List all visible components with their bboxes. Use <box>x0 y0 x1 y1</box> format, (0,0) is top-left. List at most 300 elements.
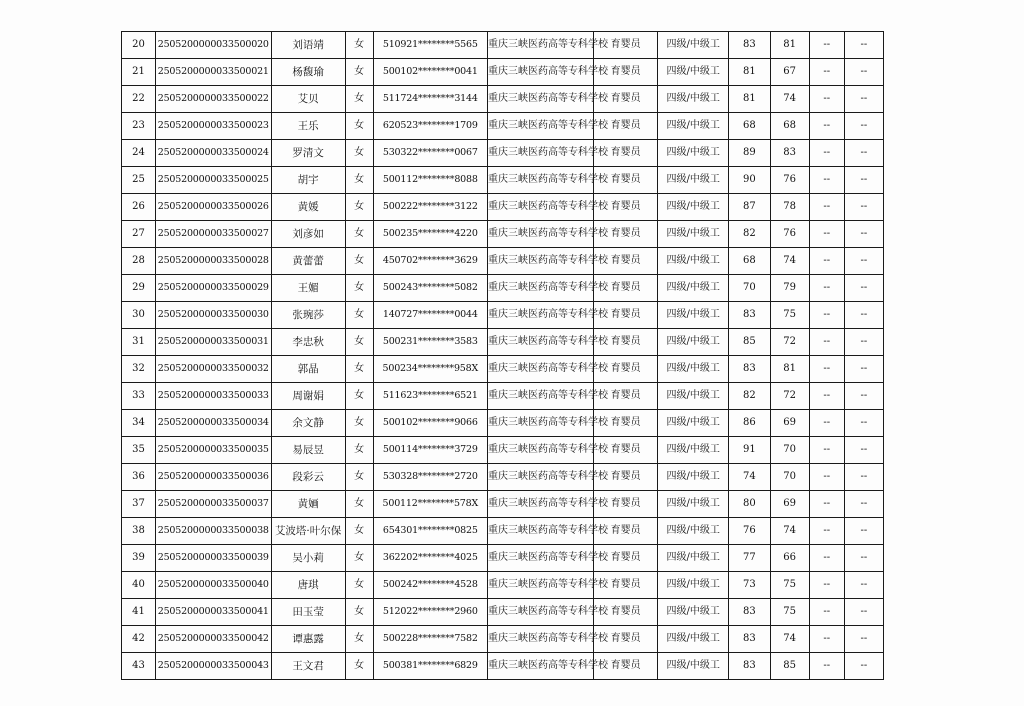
theory-score-cell: 89 <box>729 140 770 167</box>
empty-mark-cell: -- <box>844 464 883 491</box>
id-number-cell: 500235********4220 <box>373 221 487 248</box>
name-cell: 张琬莎 <box>271 302 345 329</box>
school-cell: 重庆三峡医药高等专科学校 <box>488 572 594 599</box>
table-row <box>122 329 884 356</box>
name-cell: 刘语靖 <box>271 32 345 59</box>
exam-number-cell: 2505200000033500030 <box>156 302 271 329</box>
empty-mark-cell: -- <box>809 572 844 599</box>
gender-cell: 女 <box>345 302 373 329</box>
empty-mark-cell: -- <box>809 518 844 545</box>
exam-number-cell: 2505200000033500022 <box>156 86 271 113</box>
theory-score-cell: 86 <box>729 410 770 437</box>
gender-cell: 女 <box>345 653 373 680</box>
row-number-cell: 32 <box>122 356 156 383</box>
practical-score-cell: 70 <box>770 437 809 464</box>
level-cell: 四级/中级工 <box>658 518 729 545</box>
level-cell: 四级/中级工 <box>658 599 729 626</box>
school-cell: 重庆三峡医药高等专科学校 <box>488 626 594 653</box>
row-number-cell: 23 <box>122 113 156 140</box>
school-cell: 重庆三峡医药高等专科学校 <box>488 113 594 140</box>
row-number-cell: 43 <box>122 653 156 680</box>
id-number-cell: 500102********9066 <box>373 410 487 437</box>
occupation-cell: 育婴员 <box>594 572 658 599</box>
gender-cell: 女 <box>345 518 373 545</box>
empty-mark-cell: -- <box>844 248 883 275</box>
id-number-cell: 500102********0041 <box>373 59 487 86</box>
school-cell: 重庆三峡医药高等专科学校 <box>488 275 594 302</box>
id-number-cell: 530328********2720 <box>373 464 487 491</box>
theory-score-cell: 82 <box>729 221 770 248</box>
school-cell: 重庆三峡医药高等专科学校 <box>488 32 594 59</box>
table-row <box>122 464 884 491</box>
school-cell: 重庆三峡医药高等专科学校 <box>488 599 594 626</box>
occupation-cell: 育婴员 <box>594 167 658 194</box>
row-number-cell: 40 <box>122 572 156 599</box>
occupation-cell: 育婴员 <box>594 437 658 464</box>
gender-cell: 女 <box>345 329 373 356</box>
exam-number-cell: 2505200000033500042 <box>156 626 271 653</box>
theory-score-cell: 83 <box>729 599 770 626</box>
name-cell: 杨馥瑜 <box>271 59 345 86</box>
school-cell: 重庆三峡医药高等专科学校 <box>488 491 594 518</box>
table-row <box>122 113 884 140</box>
row-number-cell: 30 <box>122 302 156 329</box>
occupation-cell: 育婴员 <box>594 140 658 167</box>
gender-cell: 女 <box>345 221 373 248</box>
practical-score-cell: 74 <box>770 248 809 275</box>
row-number-cell: 38 <box>122 518 156 545</box>
level-cell: 四级/中级工 <box>658 437 729 464</box>
level-cell: 四级/中级工 <box>658 356 729 383</box>
id-number-cell: 500381********6829 <box>373 653 487 680</box>
exam-number-cell: 2505200000033500043 <box>156 653 271 680</box>
exam-number-cell: 2505200000033500026 <box>156 194 271 221</box>
row-number-cell: 39 <box>122 545 156 572</box>
exam-number-cell: 2505200000033500038 <box>156 518 271 545</box>
table-row <box>122 32 884 59</box>
empty-mark-cell: -- <box>844 194 883 221</box>
empty-mark-cell: -- <box>809 653 844 680</box>
occupation-cell: 育婴员 <box>594 32 658 59</box>
occupation-cell: 育婴员 <box>594 194 658 221</box>
name-cell: 刘彦如 <box>271 221 345 248</box>
table-row <box>122 194 884 221</box>
id-number-cell: 500222********3122 <box>373 194 487 221</box>
exam-number-cell: 2505200000033500040 <box>156 572 271 599</box>
name-cell: 吴小莉 <box>271 545 345 572</box>
school-cell: 重庆三峡医药高等专科学校 <box>488 221 594 248</box>
occupation-cell: 育婴员 <box>594 599 658 626</box>
empty-mark-cell: -- <box>844 86 883 113</box>
id-number-cell: 500234********958X <box>373 356 487 383</box>
theory-score-cell: 68 <box>729 113 770 140</box>
empty-mark-cell: -- <box>844 410 883 437</box>
level-cell: 四级/中级工 <box>658 86 729 113</box>
practical-score-cell: 78 <box>770 194 809 221</box>
theory-score-cell: 74 <box>729 464 770 491</box>
exam-number-cell: 2505200000033500033 <box>156 383 271 410</box>
theory-score-cell: 83 <box>729 626 770 653</box>
name-cell: 艾贝 <box>271 86 345 113</box>
empty-mark-cell: -- <box>809 221 844 248</box>
id-number-cell: 511724********3144 <box>373 86 487 113</box>
practical-score-cell: 75 <box>770 302 809 329</box>
school-cell: 重庆三峡医药高等专科学校 <box>488 518 594 545</box>
row-number-cell: 20 <box>122 32 156 59</box>
name-cell: 田玉莹 <box>271 599 345 626</box>
practical-score-cell: 75 <box>770 572 809 599</box>
level-cell: 四级/中级工 <box>658 221 729 248</box>
level-cell: 四级/中级工 <box>658 329 729 356</box>
theory-score-cell: 76 <box>729 518 770 545</box>
id-number-cell: 362202********4025 <box>373 545 487 572</box>
occupation-cell: 育婴员 <box>594 356 658 383</box>
theory-score-cell: 83 <box>729 32 770 59</box>
empty-mark-cell: -- <box>809 275 844 302</box>
id-number-cell: 500228********7582 <box>373 626 487 653</box>
level-cell: 四级/中级工 <box>658 545 729 572</box>
empty-mark-cell: -- <box>844 167 883 194</box>
exam-number-cell: 2505200000033500039 <box>156 545 271 572</box>
exam-number-cell: 2505200000033500034 <box>156 410 271 437</box>
school-cell: 重庆三峡医药高等专科学校 <box>488 383 594 410</box>
row-number-cell: 41 <box>122 599 156 626</box>
level-cell: 四级/中级工 <box>658 410 729 437</box>
exam-number-cell: 2505200000033500023 <box>156 113 271 140</box>
row-number-cell: 22 <box>122 86 156 113</box>
empty-mark-cell: -- <box>809 59 844 86</box>
name-cell: 余文静 <box>271 410 345 437</box>
school-cell: 重庆三峡医药高等专科学校 <box>488 437 594 464</box>
empty-mark-cell: -- <box>844 653 883 680</box>
table-row <box>122 59 884 86</box>
row-number-cell: 42 <box>122 626 156 653</box>
id-number-cell: 500112********578X <box>373 491 487 518</box>
id-number-cell: 140727********0044 <box>373 302 487 329</box>
name-cell: 黄媛 <box>271 194 345 221</box>
exam-number-cell: 2505200000033500036 <box>156 464 271 491</box>
level-cell: 四级/中级工 <box>658 653 729 680</box>
occupation-cell: 育婴员 <box>594 248 658 275</box>
empty-mark-cell: -- <box>844 59 883 86</box>
name-cell: 黄婳 <box>271 491 345 518</box>
empty-mark-cell: -- <box>844 140 883 167</box>
exam-number-cell: 2505200000033500032 <box>156 356 271 383</box>
row-number-cell: 29 <box>122 275 156 302</box>
theory-score-cell: 81 <box>729 86 770 113</box>
practical-score-cell: 69 <box>770 410 809 437</box>
gender-cell: 女 <box>345 464 373 491</box>
school-cell: 重庆三峡医药高等专科学校 <box>488 140 594 167</box>
theory-score-cell: 83 <box>729 356 770 383</box>
empty-mark-cell: -- <box>809 437 844 464</box>
practical-score-cell: 76 <box>770 167 809 194</box>
name-cell: 罗清文 <box>271 140 345 167</box>
practical-score-cell: 70 <box>770 464 809 491</box>
school-cell: 重庆三峡医药高等专科学校 <box>488 464 594 491</box>
level-cell: 四级/中级工 <box>658 383 729 410</box>
theory-score-cell: 91 <box>729 437 770 464</box>
exam-number-cell: 2505200000033500024 <box>156 140 271 167</box>
empty-mark-cell: -- <box>844 599 883 626</box>
empty-mark-cell: -- <box>809 194 844 221</box>
empty-mark-cell: -- <box>844 572 883 599</box>
row-number-cell: 24 <box>122 140 156 167</box>
theory-score-cell: 73 <box>729 572 770 599</box>
occupation-cell: 育婴员 <box>594 329 658 356</box>
gender-cell: 女 <box>345 275 373 302</box>
empty-mark-cell: -- <box>809 545 844 572</box>
gender-cell: 女 <box>345 140 373 167</box>
name-cell: 艾波塔·叶尔保 <box>271 518 345 545</box>
practical-score-cell: 66 <box>770 545 809 572</box>
level-cell: 四级/中级工 <box>658 59 729 86</box>
name-cell: 谭惠露 <box>271 626 345 653</box>
exam-number-cell: 2505200000033500021 <box>156 59 271 86</box>
empty-mark-cell: -- <box>809 32 844 59</box>
empty-mark-cell: -- <box>809 383 844 410</box>
gender-cell: 女 <box>345 572 373 599</box>
level-cell: 四级/中级工 <box>658 572 729 599</box>
empty-mark-cell: -- <box>809 86 844 113</box>
id-number-cell: 620523********1709 <box>373 113 487 140</box>
practical-score-cell: 75 <box>770 599 809 626</box>
table-row <box>122 599 884 626</box>
empty-mark-cell: -- <box>844 626 883 653</box>
school-cell: 重庆三峡医药高等专科学校 <box>488 59 594 86</box>
level-cell: 四级/中级工 <box>658 626 729 653</box>
id-number-cell: 511623********6521 <box>373 383 487 410</box>
occupation-cell: 育婴员 <box>594 545 658 572</box>
table-row <box>122 140 884 167</box>
empty-mark-cell: -- <box>809 626 844 653</box>
practical-score-cell: 76 <box>770 221 809 248</box>
id-number-cell: 500114********3729 <box>373 437 487 464</box>
theory-score-cell: 83 <box>729 302 770 329</box>
school-cell: 重庆三峡医药高等专科学校 <box>488 653 594 680</box>
empty-mark-cell: -- <box>844 113 883 140</box>
table-row <box>122 167 884 194</box>
school-cell: 重庆三峡医药高等专科学校 <box>488 545 594 572</box>
row-number-cell: 36 <box>122 464 156 491</box>
theory-score-cell: 80 <box>729 491 770 518</box>
school-cell: 重庆三峡医药高等专科学校 <box>488 167 594 194</box>
row-number-cell: 28 <box>122 248 156 275</box>
table-row <box>122 410 884 437</box>
gender-cell: 女 <box>345 32 373 59</box>
occupation-cell: 育婴员 <box>594 491 658 518</box>
level-cell: 四级/中级工 <box>658 275 729 302</box>
occupation-cell: 育婴员 <box>594 653 658 680</box>
gender-cell: 女 <box>345 383 373 410</box>
gender-cell: 女 <box>345 437 373 464</box>
id-number-cell: 510921********5565 <box>373 32 487 59</box>
name-cell: 李忠秋 <box>271 329 345 356</box>
table-row <box>122 626 884 653</box>
table-row <box>122 302 884 329</box>
exam-number-cell: 2505200000033500041 <box>156 599 271 626</box>
school-cell: 重庆三峡医药高等专科学校 <box>488 356 594 383</box>
exam-number-cell: 2505200000033500020 <box>156 32 271 59</box>
level-cell: 四级/中级工 <box>658 491 729 518</box>
empty-mark-cell: -- <box>844 329 883 356</box>
name-cell: 周谢娟 <box>271 383 345 410</box>
row-number-cell: 21 <box>122 59 156 86</box>
practical-score-cell: 85 <box>770 653 809 680</box>
level-cell: 四级/中级工 <box>658 464 729 491</box>
table-row <box>122 248 884 275</box>
practical-score-cell: 74 <box>770 518 809 545</box>
row-number-cell: 27 <box>122 221 156 248</box>
theory-score-cell: 68 <box>729 248 770 275</box>
id-number-cell: 450702********3629 <box>373 248 487 275</box>
id-number-cell: 654301********0825 <box>373 518 487 545</box>
theory-score-cell: 82 <box>729 383 770 410</box>
name-cell: 唐琪 <box>271 572 345 599</box>
empty-mark-cell: -- <box>844 275 883 302</box>
empty-mark-cell: -- <box>809 167 844 194</box>
school-cell: 重庆三峡医药高等专科学校 <box>488 86 594 113</box>
id-number-cell: 530322********0067 <box>373 140 487 167</box>
occupation-cell: 育婴员 <box>594 221 658 248</box>
empty-mark-cell: -- <box>844 491 883 518</box>
occupation-cell: 育婴员 <box>594 383 658 410</box>
gender-cell: 女 <box>345 491 373 518</box>
row-number-cell: 35 <box>122 437 156 464</box>
name-cell: 胡宇 <box>271 167 345 194</box>
id-number-cell: 500242********4528 <box>373 572 487 599</box>
level-cell: 四级/中级工 <box>658 302 729 329</box>
name-cell: 王文君 <box>271 653 345 680</box>
row-number-cell: 31 <box>122 329 156 356</box>
theory-score-cell: 85 <box>729 329 770 356</box>
occupation-cell: 育婴员 <box>594 86 658 113</box>
row-number-cell: 37 <box>122 491 156 518</box>
empty-mark-cell: -- <box>809 356 844 383</box>
name-cell: 王媚 <box>271 275 345 302</box>
occupation-cell: 育婴员 <box>594 59 658 86</box>
empty-mark-cell: -- <box>809 329 844 356</box>
empty-mark-cell: -- <box>809 599 844 626</box>
table-row <box>122 356 884 383</box>
occupation-cell: 育婴员 <box>594 464 658 491</box>
table-row <box>122 221 884 248</box>
table-row <box>122 518 884 545</box>
level-cell: 四级/中级工 <box>658 248 729 275</box>
level-cell: 四级/中级工 <box>658 194 729 221</box>
gender-cell: 女 <box>345 410 373 437</box>
occupation-cell: 育婴员 <box>594 302 658 329</box>
row-number-cell: 33 <box>122 383 156 410</box>
school-cell: 重庆三峡医药高等专科学校 <box>488 410 594 437</box>
table-row <box>122 545 884 572</box>
empty-mark-cell: -- <box>809 248 844 275</box>
level-cell: 四级/中级工 <box>658 113 729 140</box>
level-cell: 四级/中级工 <box>658 140 729 167</box>
practical-score-cell: 83 <box>770 140 809 167</box>
theory-score-cell: 87 <box>729 194 770 221</box>
school-cell: 重庆三峡医药高等专科学校 <box>488 302 594 329</box>
exam-number-cell: 2505200000033500027 <box>156 221 271 248</box>
row-number-cell: 26 <box>122 194 156 221</box>
gender-cell: 女 <box>345 194 373 221</box>
row-number-cell: 34 <box>122 410 156 437</box>
empty-mark-cell: -- <box>809 491 844 518</box>
table-row <box>122 86 884 113</box>
level-cell: 四级/中级工 <box>658 167 729 194</box>
gender-cell: 女 <box>345 167 373 194</box>
empty-mark-cell: -- <box>844 356 883 383</box>
empty-mark-cell: -- <box>844 32 883 59</box>
occupation-cell: 育婴员 <box>594 626 658 653</box>
gender-cell: 女 <box>345 626 373 653</box>
exam-results-table <box>121 31 884 680</box>
name-cell: 段彩云 <box>271 464 345 491</box>
practical-score-cell: 79 <box>770 275 809 302</box>
table-row <box>122 275 884 302</box>
level-cell: 四级/中级工 <box>658 32 729 59</box>
empty-mark-cell: -- <box>809 113 844 140</box>
row-number-cell: 25 <box>122 167 156 194</box>
table-row <box>122 491 884 518</box>
practical-score-cell: 74 <box>770 626 809 653</box>
empty-mark-cell: -- <box>844 302 883 329</box>
school-cell: 重庆三峡医药高等专科学校 <box>488 329 594 356</box>
occupation-cell: 育婴员 <box>594 518 658 545</box>
name-cell: 王乐 <box>271 113 345 140</box>
theory-score-cell: 83 <box>729 653 770 680</box>
gender-cell: 女 <box>345 599 373 626</box>
gender-cell: 女 <box>345 248 373 275</box>
id-number-cell: 500231********3583 <box>373 329 487 356</box>
name-cell: 郭晶 <box>271 356 345 383</box>
practical-score-cell: 81 <box>770 356 809 383</box>
name-cell: 易辰昱 <box>271 437 345 464</box>
empty-mark-cell: -- <box>809 410 844 437</box>
theory-score-cell: 81 <box>729 59 770 86</box>
exam-number-cell: 2505200000033500031 <box>156 329 271 356</box>
table-row <box>122 653 884 680</box>
school-cell: 重庆三峡医药高等专科学校 <box>488 248 594 275</box>
gender-cell: 女 <box>345 86 373 113</box>
practical-score-cell: 72 <box>770 329 809 356</box>
empty-mark-cell: -- <box>844 383 883 410</box>
gender-cell: 女 <box>345 356 373 383</box>
exam-number-cell: 2505200000033500035 <box>156 437 271 464</box>
table-row <box>122 572 884 599</box>
practical-score-cell: 74 <box>770 86 809 113</box>
practical-score-cell: 69 <box>770 491 809 518</box>
empty-mark-cell: -- <box>809 464 844 491</box>
exam-number-cell: 2505200000033500028 <box>156 248 271 275</box>
school-cell: 重庆三峡医药高等专科学校 <box>488 194 594 221</box>
theory-score-cell: 77 <box>729 545 770 572</box>
table-row <box>122 437 884 464</box>
occupation-cell: 育婴员 <box>594 113 658 140</box>
occupation-cell: 育婴员 <box>594 410 658 437</box>
gender-cell: 女 <box>345 545 373 572</box>
practical-score-cell: 72 <box>770 383 809 410</box>
practical-score-cell: 67 <box>770 59 809 86</box>
gender-cell: 女 <box>345 59 373 86</box>
exam-number-cell: 2505200000033500025 <box>156 167 271 194</box>
empty-mark-cell: -- <box>844 545 883 572</box>
empty-mark-cell: -- <box>844 437 883 464</box>
id-number-cell: 512022********2960 <box>373 599 487 626</box>
table-body <box>122 32 884 680</box>
name-cell: 黄蕾蕾 <box>271 248 345 275</box>
table-row <box>122 383 884 410</box>
